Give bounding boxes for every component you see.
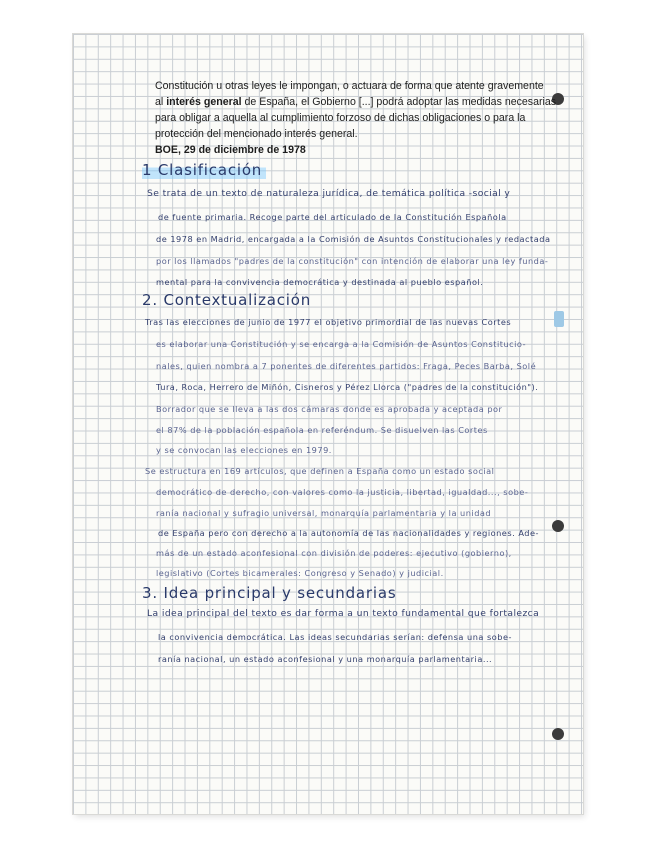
section-2-line: más de un estado aconfesional con división de poderes: ejecutivo (gobierno), <box>156 548 512 558</box>
section-2-line: democrático de derecho, con valores como la justicia, libertad, igualdad..., sobe- <box>156 487 529 497</box>
section-1-heading: 1 Clasificación <box>142 161 266 179</box>
quote-line-4: protección del mencionado interés general. <box>155 128 358 140</box>
section-1-line: de fuente primaria. Recoge parte del articulado de la Constitución Española <box>158 212 507 222</box>
section-2-line: de España pero con derecho a la autonomía de las nacionalidades y regiones. Ade- <box>158 528 539 538</box>
section-2-heading: 2. Contextualización <box>142 291 312 309</box>
section-2-line: Se estructura en 169 artículos, que definen a España como un estado social <box>145 466 495 476</box>
quote-line-3: para obligar a aquella al cumplimiento forzoso de dichas obligaciones o para la <box>155 112 526 124</box>
section-2-line: Borrador que se lleva a las dos cámaras donde es aprobada y aceptada por <box>156 404 503 414</box>
section-2-line: Tura, Roca, Herrero de Miñón, Cisneros y Pérez Llorca ("padres de la constitución"). <box>156 382 539 392</box>
quote-bold-term: interés general <box>166 96 242 108</box>
quote-line-1: Constitución u otras leyes le impongan, o actuara de forma que atente gravemente <box>155 80 544 92</box>
section-3-line: ranía nacional, un estado aconfesional y una monarquía parlamentaria... <box>158 654 493 664</box>
section-1-line: mental para la convivencia democrática y destinada al pueblo español. <box>156 277 484 287</box>
section-2-line: nales, quien nombra a 7 ponentes de diferentes partidos: Fraga, Peces Barba, Solé <box>156 361 537 371</box>
section-2-line: legislativo (Cortes bicamerales: Congreso y Senado) y judicial. <box>156 568 444 578</box>
quote-source: BOE, 29 de diciembre de 1978 <box>155 144 306 156</box>
section-1-line: de 1978 en Madrid, encargada a la Comisión de Asuntos Constitucionales y redactada <box>156 234 551 244</box>
section-2-line: ranía nacional y sufragio universal, monarquía parlamentaria y la unidad <box>156 508 492 518</box>
quote-line-2: al interés general de España, el Gobierno [...] podrá adoptar las medidas necesarias <box>155 96 557 108</box>
section-1-line: Se trata de un texto de naturaleza jurídica, de temática política -social y <box>147 188 511 199</box>
section-3-heading: 3. Idea principal y secundarias <box>142 584 397 602</box>
section-2-line: es elaborar una Constitución y se encarga a la Comisión de Asuntos Constitucio- <box>156 339 527 349</box>
section-3-line: La idea principal del texto es dar forma a un texto fundamental que fortalezca <box>147 608 540 619</box>
punch-hole <box>552 728 564 740</box>
section-2-line: Tras las elecciones de junio de 1977 el objetivo primordial de las nuevas Cortes <box>145 317 512 327</box>
section-3-line: la convivencia democrática. Las ideas secundarias serían: defensa una sobe- <box>158 632 512 642</box>
blue-tab-marker <box>554 311 564 327</box>
punch-hole <box>552 520 564 532</box>
section-2-line: y se convocan las elecciones en 1979. <box>156 445 332 455</box>
section-1-line: por los llamados "padres de la constitución" con intención de elaborar una ley funda- <box>156 256 549 266</box>
section-2-line: el 87% de la población española en referéndum. Se disuelven las Cortes <box>156 425 488 435</box>
